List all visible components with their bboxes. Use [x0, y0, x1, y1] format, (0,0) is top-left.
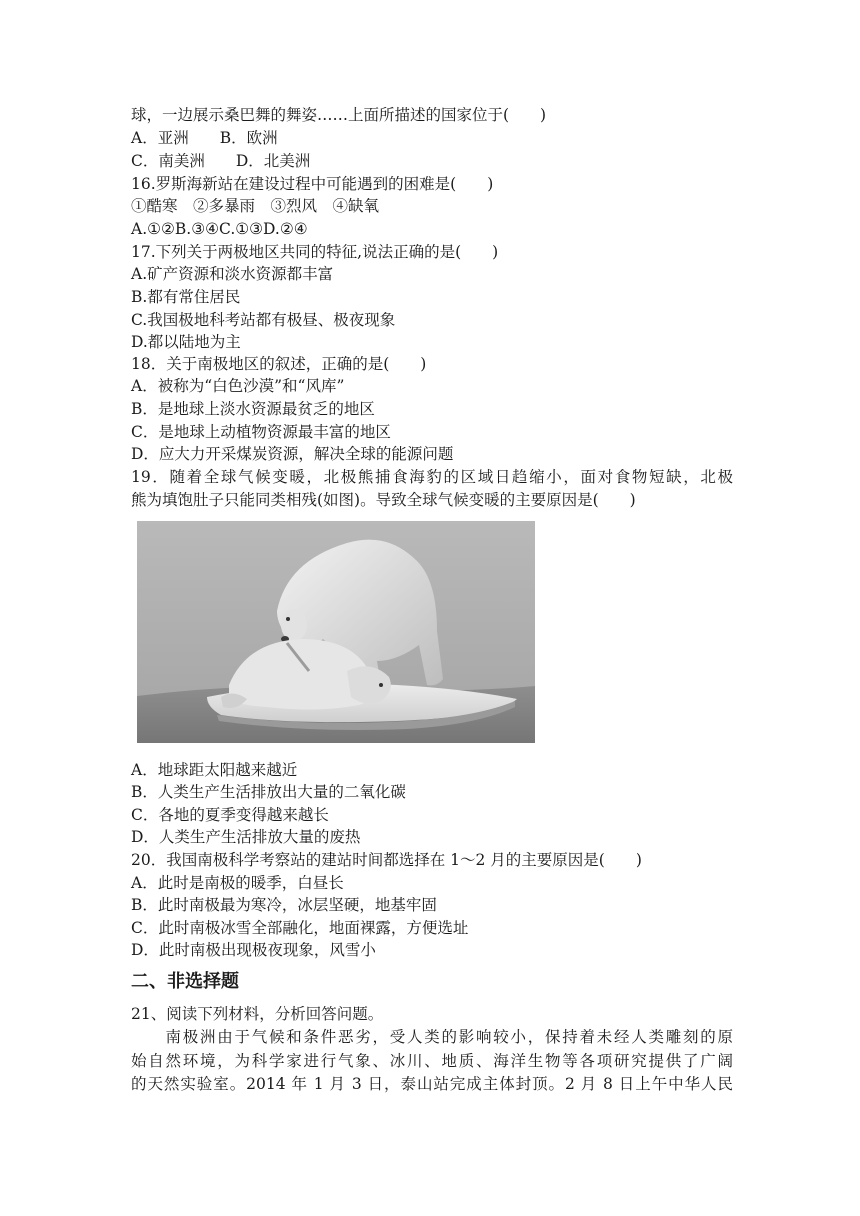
- question-16: 16.罗斯海新站在建设过程中可能遇到的困难是( ): [131, 175, 494, 193]
- material-line: 南极洲由于气候和条件恶劣，受人类的影响较小，保持着未经人类雕刻的原: [131, 1028, 733, 1046]
- material-line: 始自然环境，为科学家进行气象、冰川、地质、海洋生物等各项研究提供了广阔: [131, 1052, 733, 1070]
- text-line: A．亚洲 B．欧洲: [131, 129, 278, 147]
- question-17: 17.下列关于两极地区共同的特征,说法正确的是( ): [131, 243, 499, 261]
- text-line: C．南美洲 D．北美洲: [131, 152, 311, 170]
- option-line: D．此时南极出现极夜现象，风雪小: [131, 941, 376, 959]
- option-line: A．此时是南极的暖季，白昼长: [131, 874, 344, 892]
- text-line: A.①②B.③④C.①③D.②④: [131, 220, 308, 238]
- text-line: ①酷寒 ②多暴雨 ③烈风 ④缺氧: [131, 197, 380, 215]
- text-line: C．是地球上动植物资源最丰富的地区: [131, 423, 391, 441]
- question-20: 20．我国南极科学考察站的建站时间都选择在 1～2 月的主要原因是( ): [131, 851, 642, 869]
- question-18: 18．关于南极地区的叙述，正确的是( ): [131, 355, 427, 373]
- polar-bear-image: [137, 521, 535, 743]
- text-line: 熊为填饱肚子只能同类相残(如图)。导致全球气候变暖的主要原因是( ): [131, 491, 636, 509]
- text-line: A.矿产资源和淡水资源都丰富: [131, 265, 334, 283]
- text-line: A．被称为“白色沙漠”和“风库”: [131, 377, 345, 395]
- option-line: B．人类生产生活排放出大量的二氧化碳: [131, 783, 406, 801]
- section-heading: 二、非选择题: [131, 971, 239, 992]
- text-line: B．是地球上淡水资源最贫乏的地区: [131, 400, 375, 418]
- text-line: B.都有常住居民: [131, 288, 241, 306]
- polar-bear-photo: [137, 521, 535, 743]
- text-line: 球，一边展示桑巴舞的舞姿……上面所描述的国家位于( ): [131, 106, 547, 124]
- text-line: D.都以陆地为主: [131, 333, 241, 351]
- question-19: 19．随着全球气候变暖，北极熊捕食海豹的区域日趋缩小，面对食物短缺，北极: [131, 468, 733, 486]
- option-line: D．人类生产生活排放大量的废热: [131, 828, 361, 846]
- option-line: C．此时南极冰雪全部融化，地面裸露，方便选址: [131, 919, 469, 937]
- option-line: A．地球距太阳越来越近: [131, 761, 298, 779]
- question-21-stem: 21、阅读下列材料，分析回答问题。: [131, 1005, 384, 1023]
- option-line: C．各地的夏季变得越来越长: [131, 806, 329, 824]
- option-line: B．此时南极最为寒冷，冰层坚硬，地基牢固: [131, 896, 437, 914]
- material-line: 的天然实验室。2014 年 1 月 3 日，泰山站完成主体封顶。2 月 8 日上午中华人民: [131, 1075, 733, 1093]
- text-line: C.我国极地科考站都有极昼、极夜现象: [131, 311, 396, 329]
- text-line: D．应大力开采煤炭资源，解决全球的能源问题: [131, 445, 454, 463]
